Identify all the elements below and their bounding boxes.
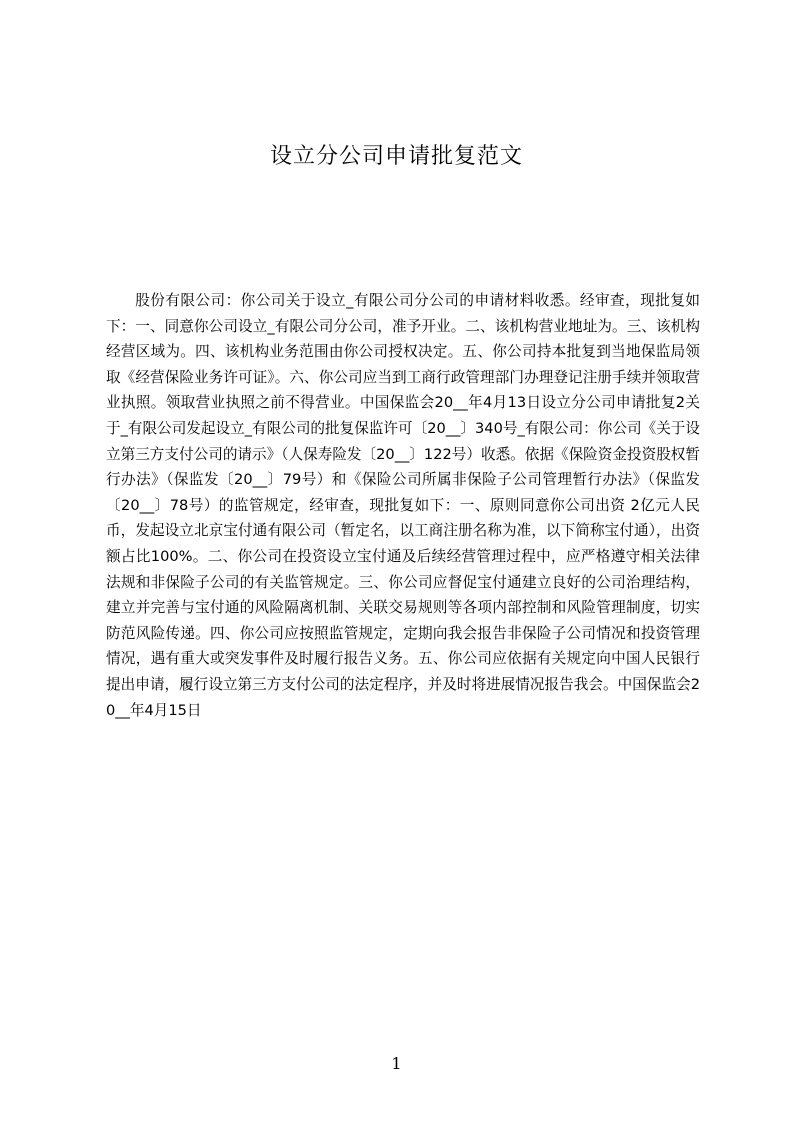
document-body-paragraph: 股份有限公司：你公司关于设立_有限公司分公司的申请材料收悉。经审查，现批复如下：一、同意你公司设立_有限公司分公司，准予开业。二、该机构营业地址为。三、该机构经营区域为。四、该机构业务范围由你公司授权决定。五、你公司持本批复到当地保监局领取《经营保险业务许可证》。六、你公司应当到工商行政管理部门办理登记注册手续并领取营业执照。领取营业执照之前不得营业。中国保监会20__年4月13日设立分公司申请批复2关于_有限公司发起设立_有限公司的批复保监许可〔20__〕340号_有限公司：你公司《关于设立第三方支付公司的请示》（人保寿险发〔20__〕122号）收悉。依据《保险资金投资股权暂行办法》（保监发〔20__〕79号）和《保险公司所属非保险子公司管理暂行办法》（保监发〔20__〕78号）的监管规定，经审查，现批复如下：一、原则同意你公司出资 2亿元人民币，发起设立北京宝付通有限公司（暂定名，以工商注册名称为准，以下简称宝付通），出资额占比100%。二、你公司在投资设立宝付通及后续经营管理过程中，应严格遵守相关法律法规和非保险子公司的有关监管规定。三、你公司应督促宝付通建立良好的公司治理结构，建立并完善与宝付通的风险隔离机制、关联交易规则等各项内部控制和风险管理制度，切实防范风险传递。四、你公司应按照监管规定，定期向我会报告非保险子公司情况和投资管理情况，遇有重大或突发事件及时履行报告义务。五、你公司应依据有关规定向中国人民银行提出申请，履行设立第三方支付公司的法定程序，并及时将进展情况报告我会。中国保监会20__年4月15日 bbox=[106, 292, 700, 719]
document-title: 设立分公司申请批复范文 bbox=[269, 144, 523, 169]
page-number: 1 bbox=[391, 1054, 402, 1073]
